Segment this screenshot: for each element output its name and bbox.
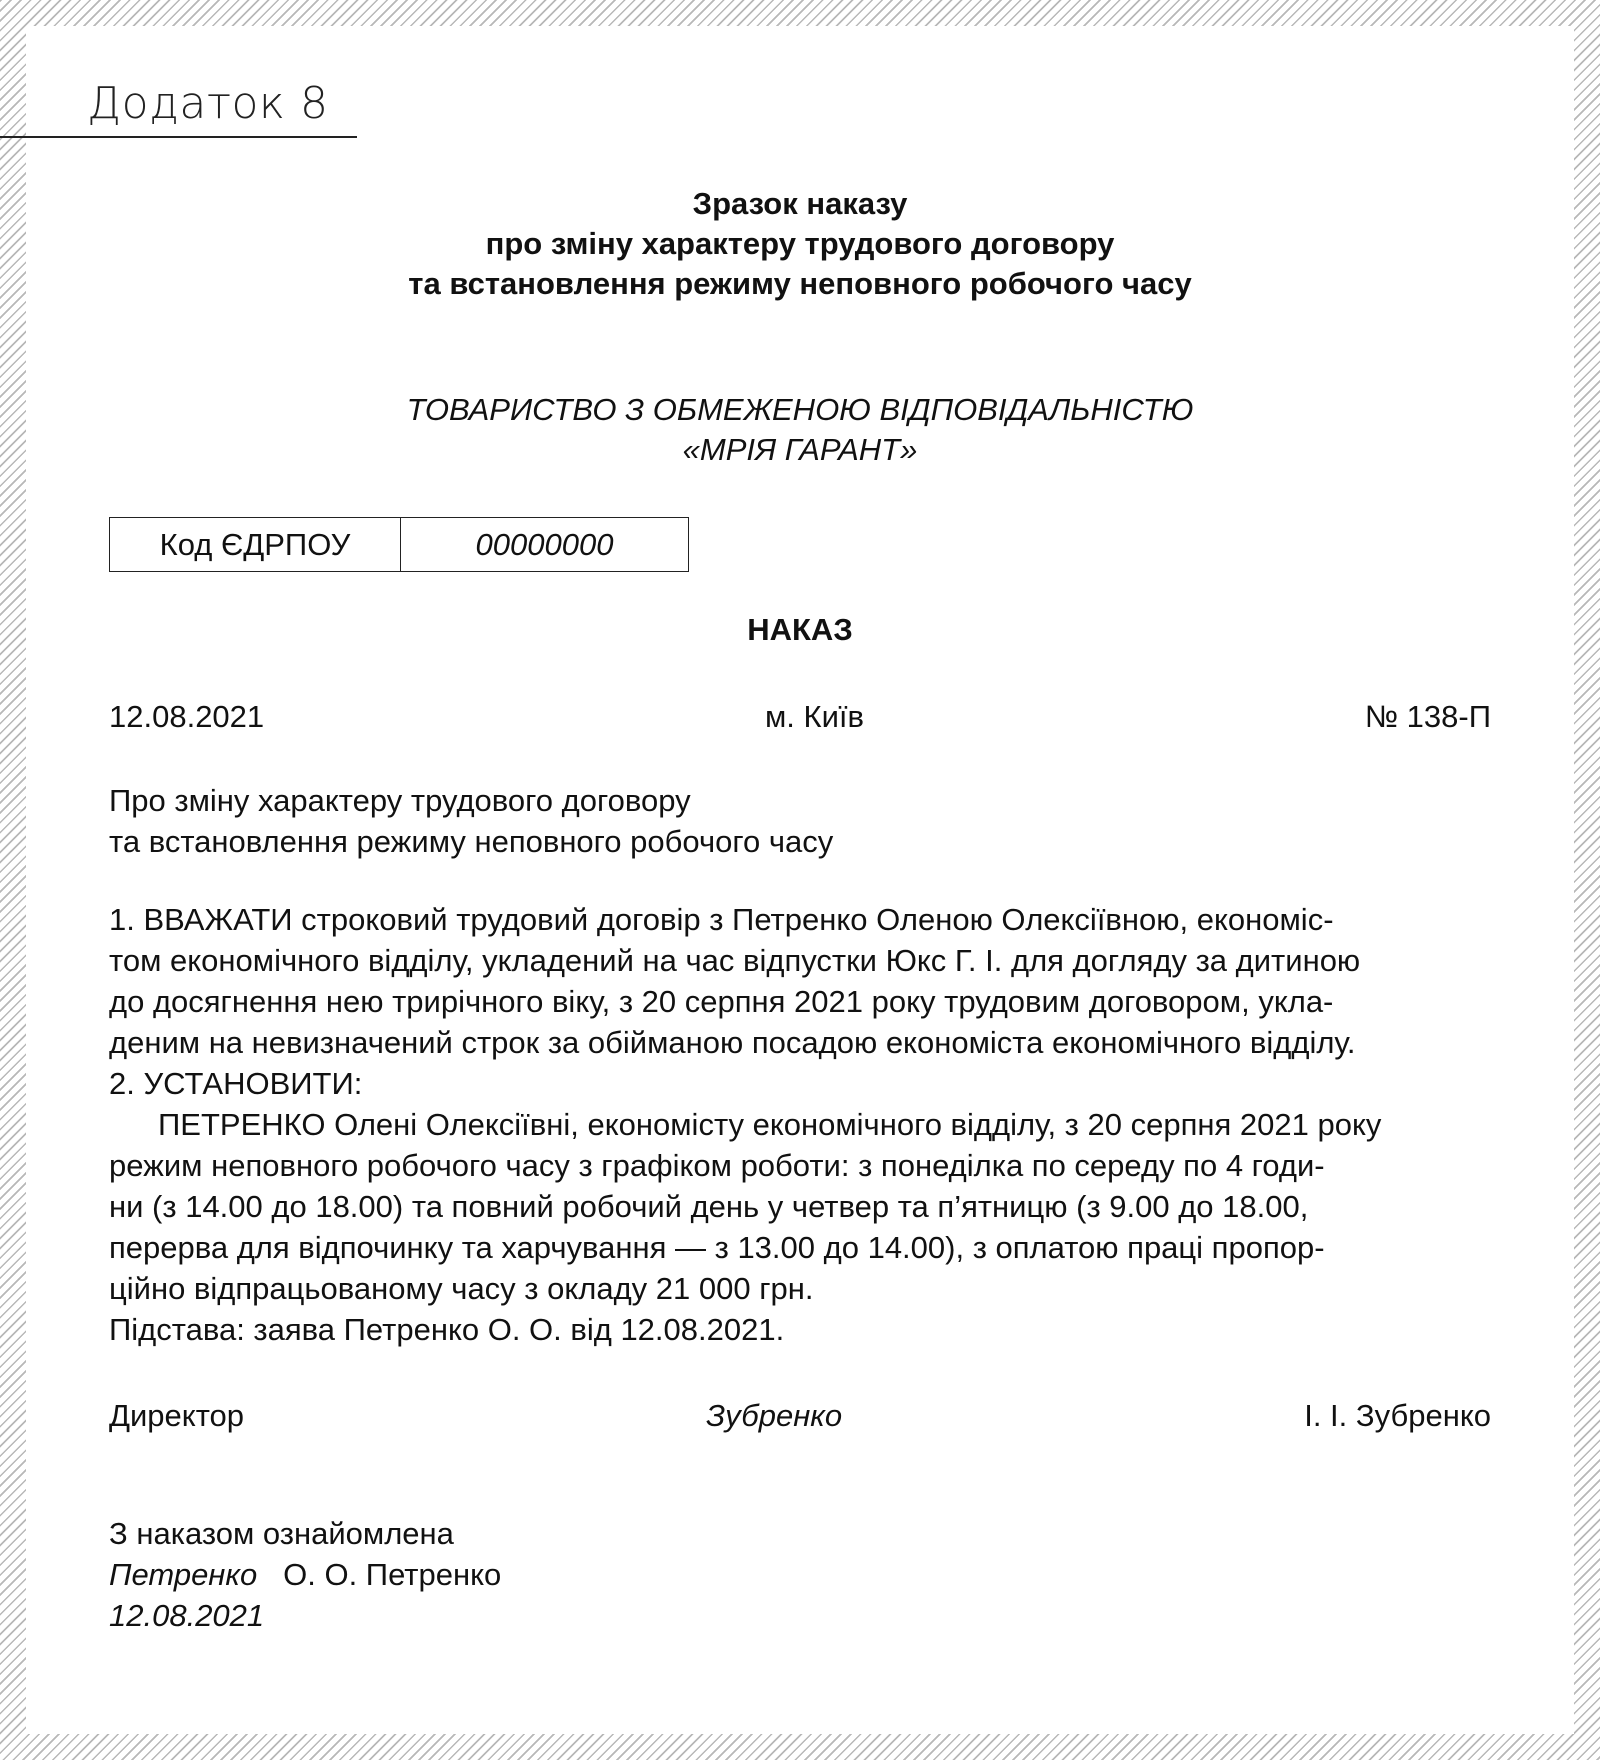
employee-name: О. О. Петренко bbox=[283, 1557, 502, 1592]
sample-title-line: про зміну характеру трудового договору bbox=[485, 226, 1115, 261]
edrpou-code-value: 00000000 bbox=[475, 526, 614, 562]
organization-name bbox=[26, 390, 1574, 470]
subject-line: та встановлення режиму неповного робочого часу bbox=[109, 824, 834, 859]
acknowledgement-heading: З наказом ознайомлена bbox=[109, 1516, 454, 1551]
order-date: 12.08.2021 bbox=[109, 699, 265, 734]
order-meta-row bbox=[109, 699, 1491, 735]
appendix-label: Додаток 8 bbox=[87, 78, 329, 129]
appendix-underline bbox=[0, 136, 357, 138]
body-line: режим неповного робочого часу з графіком роботи: з понеділка по середу по 4 годи- bbox=[109, 1148, 1325, 1183]
organization-line: «МРІЯ ГАРАНТ» bbox=[682, 432, 918, 467]
edrpou-code-table bbox=[109, 517, 689, 572]
sample-title-line: та встановлення режиму неповного робочого часу bbox=[408, 266, 1192, 301]
body-line: Підстава: заява Петренко О. О. від 12.08.2021. bbox=[109, 1312, 785, 1347]
signer-name: І. І. Зубренко bbox=[1304, 1398, 1491, 1433]
acknowledgement-signature-line bbox=[109, 1554, 501, 1595]
body-line: деним на невизначений строк за обійманою посадою економіста економічного відділу. bbox=[109, 1025, 1356, 1060]
sample-title-line: Зразок наказу bbox=[692, 186, 908, 221]
subject-line: Про зміну характеру трудового договору bbox=[109, 783, 691, 818]
order-body bbox=[109, 899, 1491, 1350]
body-line: перерва для відпочинку та харчування — з 13.00 до 14.00), з оплатою праці пропор- bbox=[109, 1230, 1325, 1265]
employee-signature: Петренко bbox=[109, 1557, 258, 1592]
document-page bbox=[26, 26, 1574, 1734]
body-line: ПЕТРЕНКО Олені Олексіївні, економісту економічного відділу, з 20 серпня 2021 року bbox=[158, 1107, 1382, 1142]
order-city: м. Київ bbox=[764, 699, 864, 734]
body-line: 2. УСТАНОВИТИ: bbox=[109, 1066, 363, 1101]
edrpou-code-label: Код ЄДРПОУ bbox=[110, 518, 401, 571]
body-line: ційно відпрацьованому часу з окладу 21 000 грн. bbox=[109, 1271, 814, 1306]
director-signature-row bbox=[109, 1398, 1491, 1434]
body-line: ни (з 14.00 до 18.00) та повний робочий день у четвер та п’ятницю (з 9.00 до 18.00, bbox=[109, 1189, 1309, 1224]
sample-title bbox=[26, 184, 1574, 304]
order-subject bbox=[109, 780, 833, 862]
body-line: до досягнення нею трирічного віку, з 20 серпня 2021 року трудовим договором, укла- bbox=[109, 984, 1334, 1019]
director-signature: Зубренко bbox=[706, 1398, 843, 1433]
signer-position: Директор bbox=[109, 1398, 245, 1433]
acknowledgement-block bbox=[109, 1513, 501, 1636]
body-line: 1. ВВАЖАТИ строковий трудовий договір з Петренко Оленою Олексіївною, економіс- bbox=[109, 902, 1334, 937]
organization-line: ТОВАРИСТВО З ОБМЕЖЕНОЮ ВІДПОВІДАЛЬНІСТЮ bbox=[406, 392, 1194, 427]
order-heading: НАКАЗ bbox=[747, 612, 853, 647]
body-line: том економічного відділу, укладений на час відпустки Юкс Г. І. для догляду за дитиною bbox=[109, 943, 1361, 978]
order-number: № 138-П bbox=[1364, 699, 1491, 734]
acknowledgement-date: 12.08.2021 bbox=[109, 1598, 265, 1633]
